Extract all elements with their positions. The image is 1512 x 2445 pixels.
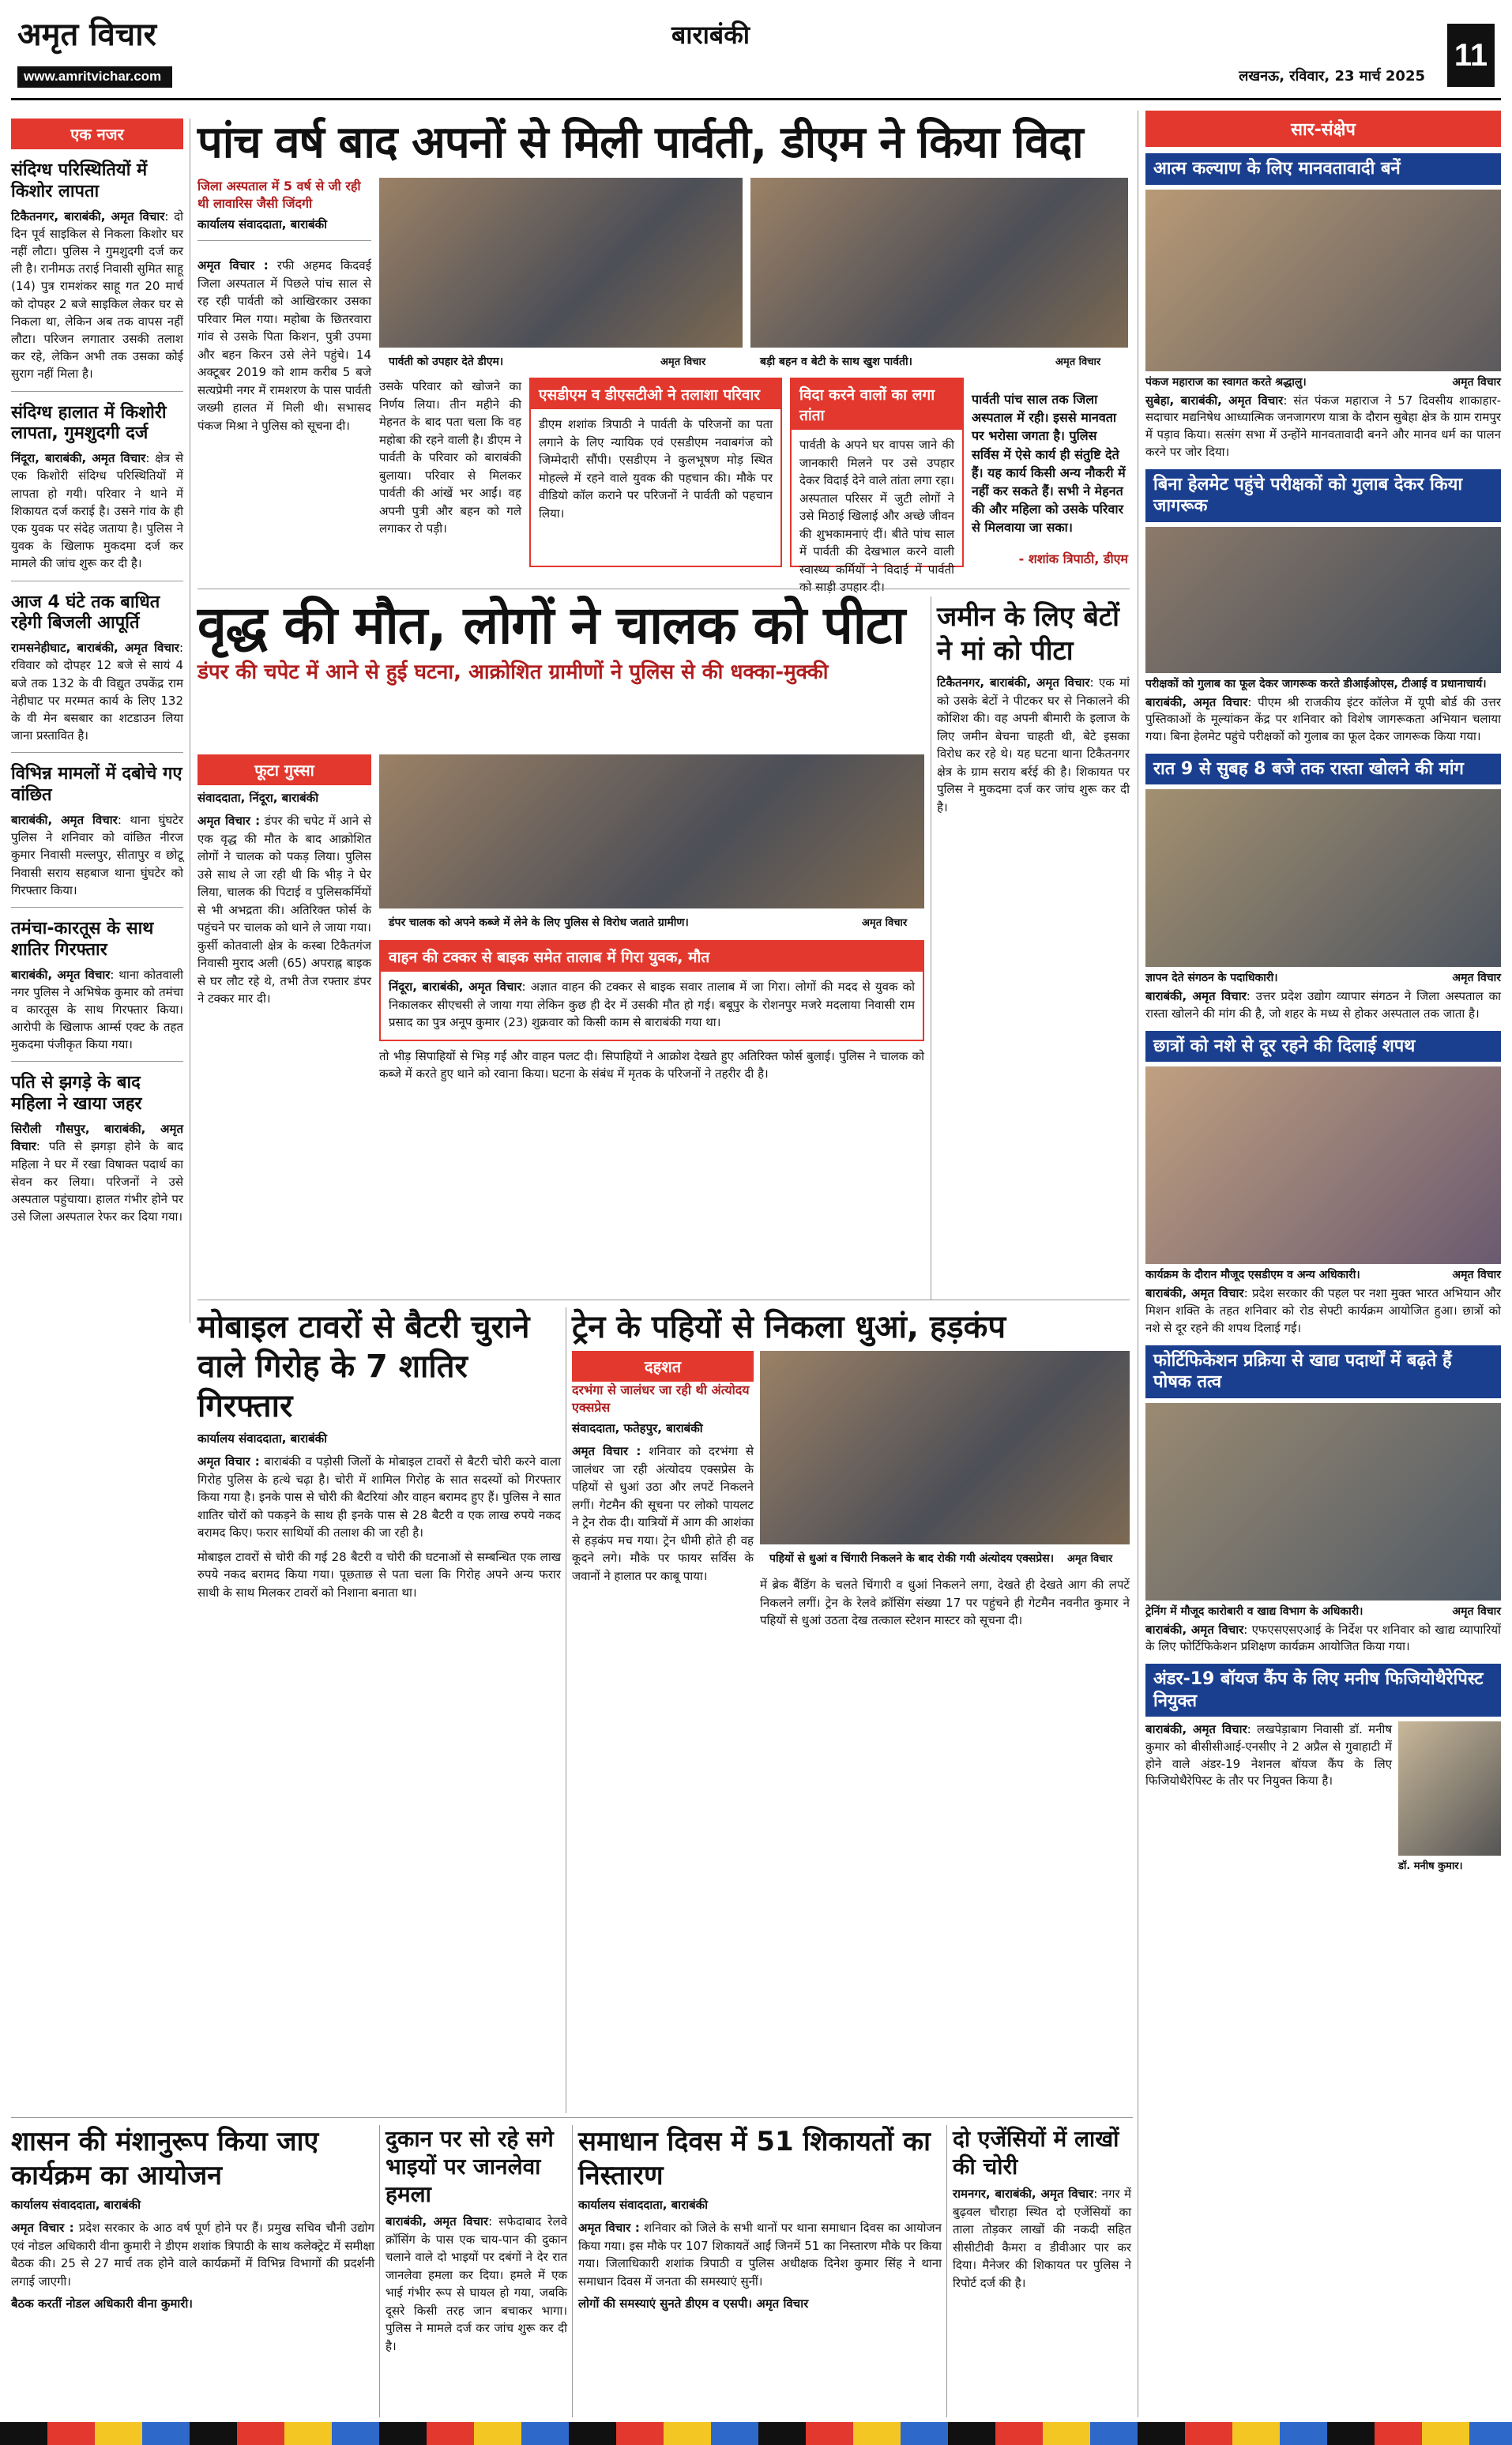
story-headline: समाधान दिवस में 51 शिकायतों का निस्तारण [578, 2126, 931, 2191]
story-text: तो भीड़ सिपाहियों से भिड़ गई और वाहन पलट दी। सिपाहियों ने आक्रोश देखते हुए अतिरिक्त फोर्स बुलाई। पुलिस ने चालक को कब्जे में करते हुए थाने को रवाना किया। घटना के संबंध में मृतक के परिजनों ने तहरीर दी है। [379, 1048, 924, 1081]
quote-text: पार्वती पांच साल तक जिला अस्पताल में रही। इससे मानवता पर भरोसा जगता है। पुलिस सर्विस में ऐसे कार्य ही संतुष्टि देते हैं। यह कार्य किसी अन्य नौकरी में नहीं कर सकते हैं। सभी ने मेहनत की और महिला को उसके परिवार से मिलवाया जा सका। [972, 392, 1126, 536]
story-mobile [197, 1307, 561, 2113]
section-divider [11, 2117, 1133, 2118]
story-samadhan [578, 2125, 942, 2417]
story-byline: अमृत विचार : [197, 1454, 260, 1469]
section-title: बाराबंकी [671, 20, 750, 50]
story-text: प्रदेश सरकार के आठ वर्ष पूर्ण होने पर हैं। प्रमुख सचिव चौनी उद्योग एवं नोडल अधिकारी वीना कुमारी ने डीएम शशांक त्रिपाठी के साथ कलेक्ट्रेट में समीक्षा बैठक की। 25 से 27 मार्च तक होने वाले कार्यक्रमों में विभिन्न विभागों की प्रदर्शनी लगाई जाएगी। [11, 2221, 374, 2289]
photo-credit: अमृत विचार [1452, 375, 1501, 389]
brief-title: संदिग्ध परिस्थितियों में किशोर लापता [11, 160, 148, 201]
story-credit: कार्यालय संवाददाता, बाराबंकी [197, 217, 328, 232]
story-text: मोबाइल टावरों से चोरी की गई 28 बैटरी व चोरी की घटनाओं से सम्बन्धित एक लाख रुपये नकद बरामद किया गया। पूछताछ से पता चला कि गिरोह अपने अन्य फरार साथी के साथ मिलकर टावरों को निशाना बनाता था। [197, 1549, 561, 1600]
brief-byline: बाराबंकी, अमृत विचार [11, 812, 118, 827]
story-byline: बाराबंकी, अमृत विचार [386, 2214, 489, 2229]
photo-caption: परीक्षकों को गुलाब का फूल देकर जागरूक करते डीआईओएस, टीआई व प्रधानाचार्य। [1145, 677, 1487, 690]
story-text: : अज्ञात वाहन की टक्कर से बाइक सवार तालाब में जा गिरा। लोगों की मदद से युवक को निकालकर सीएचसी ले जाया गया लेकिन कुछ ही देर में उसकी मौत हो गई। बबूपुर के रोशनपुर मजरे मदलाया निवासी राम प्रसाद का पुत्र अनूप कुमार (23) शुक्रवार को किसी काम से बाराबंकी गया था। [389, 980, 915, 1029]
right-item-byline: बाराबंकी, अमृत विचार [1145, 989, 1247, 1004]
brief-byline: निंदूरा, बाराबंकी, अमृत विचार [11, 451, 146, 466]
story-death-body [197, 754, 371, 1292]
brief-title: संदिग्ध हालात में किशोरी लापता, गुमशुदगी दर्ज [11, 402, 167, 444]
photo-right-item [1145, 1403, 1501, 1601]
photo-right-item [1145, 789, 1501, 967]
right-item-byline: बाराबंकी, अमृत विचार [1145, 694, 1248, 709]
story-tag: फूटा गुस्सा [197, 754, 371, 785]
photo-credit: अमृत विचार [656, 352, 710, 371]
edition-date: लखनऊ, रविवार, 23 मार्च 2025 [1239, 68, 1425, 85]
story-credit: संवाददाता, फतेहपुर, बाराबंकी [572, 1421, 703, 1436]
story-shasan [11, 2125, 374, 2417]
right-item [1145, 153, 1501, 461]
story-headline: ट्रेन के पहियों से निकला धुआं, हड़कंप [572, 1309, 1006, 1345]
brief-item [11, 403, 183, 573]
story-text: शनिवार को दरभंगा से जालंधर जा रही अंत्योदय एक्सप्रेस के पहियों से धुआं उठा और लपटें निकलने लगीं। गेटमैन की सूचना पर लोको पायलट ने ट्रेन रोक दी। यात्रियों में आग की आशंका से हड़कंप मच गया। ट्रेन धीमी होते ही वह कूदने लगे। मौके पर फायर सर्विस के जवानों ने हालात पर काबू पाया। [572, 1444, 754, 1583]
brief-title: विभिन्न मामलों में दबोचे गए वांछित [11, 764, 182, 806]
story-parvati-body-2 [379, 378, 521, 585]
right-item [1145, 469, 1501, 746]
photo-right-item [1398, 1721, 1501, 1856]
right-item-byline: बाराबंकी, अमृत विचार [1145, 1622, 1244, 1637]
brief-text: : थाना कोतवाली नगर पुलिस ने अभिषेक कुमार को तमंचा व कारतूस के साथ गिरफ्तार किया। आरोपी के खिलाफ आर्म्स एक्ट के तहत मुकदमा पंजीकृत किया गया। [11, 967, 183, 1052]
brief-item [11, 160, 183, 383]
right-column-label: सार-संक्षेप [1145, 111, 1501, 147]
right-column [1145, 111, 1501, 2417]
story-credit: संवाददाता, निंदूरा, बाराबंकी [197, 791, 319, 805]
brief-item [11, 592, 183, 745]
story-kicker: जिला अस्पताल में 5 वर्ष से जी रही थी लावारिस जैसी जिंदगी [197, 179, 361, 211]
photo-caption: पार्वती को उपहार देते डीएम। [384, 352, 508, 371]
masthead [0, 0, 1512, 101]
photo-credit: अमृत विचार [1051, 352, 1105, 371]
page-number: 11 [1447, 24, 1495, 87]
right-item-title: रात 9 से सुबह 8 बजे तक रास्ता खोलने की मांग [1145, 754, 1501, 785]
right-item-text: : पीएम श्री राजकीय इंटर कॉलेज में यूपी बोर्ड की उत्तर पुस्तिकाओं के मूल्यांकन केंद्र पर शनिवार को विशेष जागरूकता अभियान चलाया गया। बिना हेलमेट पहुंचे परीक्षकों को गुलाब का फूल देकर जागरूक किया गया। [1145, 694, 1501, 743]
divider [197, 240, 371, 241]
photo-right-item [1145, 190, 1501, 371]
photo-caption: पहियों से धुआं व चिंगारी निकलने के बाद रोकी गयी अंत्योदय एक्सप्रेस। [765, 1548, 1059, 1568]
column-divider [379, 2125, 380, 2417]
right-item-title: फोर्टिफिकेशन प्रक्रिया से खाद्य पदार्थों में बढ़ते हैं पोषक तत्व [1145, 1345, 1501, 1398]
story-headline: दुकान पर सो रहे सगे भाइयों पर जानलेवा हमला [386, 2126, 554, 2207]
photo-credit: अमृत विचार [1452, 1604, 1501, 1618]
photo-caption: बड़ी बहन व बेटी के साथ खुश पार्वती। [755, 352, 917, 371]
right-item [1145, 1664, 1501, 1872]
right-item-title: छात्रों को नशे से दूर रहने की दिलाई शपथ [1145, 1031, 1501, 1063]
column-divider [572, 2125, 573, 2417]
story-death-head [197, 596, 924, 758]
story-byline: टिकैतनगर, बाराबंकी, अमृत विचार [937, 675, 1090, 690]
story-text: में ब्रेक बैंडिंग के चलते चिंगारी व धुआं निकलने लगा, देखते ही देखते आग की लपटें निकलने लगीं। ट्रेन के रेलवे क्रॉसिंग संख्या 17 पर पहुंचने ही गेटमैन नवनीत कुमार ने पहियों से धुआं उठता देख तत्काल स्टेशन मास्टर को सूचना दी। [760, 1578, 1130, 1627]
website-url[interactable]: www.amritvichar.com [17, 66, 172, 88]
brief-text: : दो दिन पूर्व साइकिल से निकला किशोर घर नहीं लौटा। पुलिस ने गुमशुदगी दर्ज कर ली है। रानीमऊ तराई निवासी सुमित साहू (14) पुत्र रामशंकर साहू गत 20 मार्च को दोपहर 2 बजे साइकिल लेकर घर से निकला था, लेकिन अब तक वापस नहीं लौटा। परिजन लगातार उसकी तलाश कर रहे, लेकिन अभी तक उसका कोई सुराग नहीं मिला है। [11, 209, 183, 382]
story-parvati-box-1 [529, 378, 782, 585]
divider [11, 907, 183, 908]
photo-caption: बैठक करतीं नोडल अधिकारी वीना कुमारी। [11, 2296, 193, 2311]
box-text: डीएम शशांक त्रिपाठी ने पार्वती के परिजनों का पता लगाने के लिए न्यायिक एवं एसडीएम नवाबगंज को जिम्मेदारी सौंपी। एसडीएम ने कुलभूषण मोड़ स्थित मोहल्ले में रहने वाले युवक की पहचान की। मौके पर वीडियो कॉल कराने पर परिजनों ने पार्वती को पहचान लिया। [539, 417, 773, 521]
right-item-text: : उत्तर प्रदेश उद्योग व्यापार संगठन ने जिला अस्पताल का रास्ता खोलने की मांग की है, जो शहर के मध्य से होकर अस्पताल तक जाता है। [1145, 989, 1501, 1021]
briefs-label: एक नजर [11, 118, 183, 149]
story-credit: कार्यालय संवाददाता, बाराबंकी [197, 1431, 328, 1446]
brief-text: : थाना घुंघटेर पुलिस ने शनिवार को वांछित नीरज कुमार निवासी मल्लपुर, सीतापुर व छोटू निवासी सराय सहबाज थाना घुंघटेर को गिरफ्तार किया। [11, 812, 183, 897]
photo-credit: अमृत विचार [1063, 1548, 1117, 1567]
story-train-body [572, 1351, 754, 2113]
story-byline: अमृत विचार : [11, 2221, 74, 2235]
photo-right-item [1145, 1066, 1501, 1264]
box-text: पार्वती के अपने घर वापस जाने की जानकारी मिलने पर उसे उपहार देकर विदाई देने वाले तांता लगा रहा। अस्पताल परिसर में जुटी लोगों ने उसे मिठाई खिलाई और अच्छे जीवन की शुभकामनाएं दीं। बीते पांच साल में पार्वती की देखभाल करने वाली स्वास्थ्य कर्मियों ने विदाई में पार्वती को साड़ी उपहार दी। [799, 438, 954, 594]
divider [11, 391, 183, 392]
quote-author: - शशांक त्रिपाठी, डीएम [1018, 551, 1128, 566]
right-item-byline: बाराबंकी, अमृत विचार [1145, 1722, 1247, 1736]
story-byline: अमृत विचार : [572, 1444, 641, 1459]
story-shop [386, 2125, 567, 2417]
story-parvati-quote [972, 378, 1128, 585]
right-item-title: बिना हेलमेट पहुंचे परीक्षकों को गुलाब देकर किया जागरूक [1145, 469, 1501, 522]
masthead-divider [11, 98, 1501, 100]
photo-death-crowd [379, 754, 924, 908]
story-headline: मोबाइल टावरों से बैटरी चुराने वाले गिरोह के 7 शातिर गिरफ्तार [197, 1309, 530, 1424]
story-byline: अमृत विचार : [197, 814, 261, 828]
brief-text: : पति से झगड़ा होने के बाद महिला ने घर में रखा विषाक्त पदार्थ का सेवन कर लिया। परिजनों ने उसे अस्पताल पहुंचाया। हालत गंभीर होने पर उसे जिला अस्पताल रेफर कर दिया गया। [11, 1139, 183, 1224]
story-text: डंपर की चपेट में आने से एक वृद्ध की मौत के बाद आक्रोशित लोगों ने चालक को पकड़ लिया। पुलिस उसे साथ ले जा रही थी कि भीड़ ने घेर लिया, चालक की पिटाई व पुलिसकर्मियों से भी अभद्रता की। अतिरिक्त फोर्स के पहुंचने पर चालक को थाने ले जाया गया। कुर्सी कोतवाली क्षेत्र के कस्बा टिकैतगंज निवासी मुराद अली (65) अपराह्न बाइक से घर लौट रहे थे, तभी तेज रफ्तार डंपर ने टक्कर मार दी। [197, 814, 371, 1006]
photo-credit: अमृत विचार [1452, 1269, 1501, 1282]
story-credit: कार्यालय संवाददाता, बाराबंकी [578, 2198, 709, 2212]
story-byline: निंदूरा, बाराबंकी, अमृत विचार [389, 980, 522, 994]
story-credit: कार्यालय संवाददाता, बाराबंकी [11, 2198, 141, 2212]
story-text: : नगर में बुढ़वल चौराहा स्थित दो एजेंसियों का ताला तोड़कर लाखों की नकदी सहित सीसीटीवी कैमरा व डीवीआर पार कर दिया। मैनेजर की शिकायत पर पुलिस ने रिपोर्ट दर्ज की है। [953, 2187, 1132, 2290]
right-item-title: आत्म कल्याण के लिए मानवतावादी बनें [1145, 153, 1501, 185]
right-item [1145, 1031, 1501, 1337]
story-tag: दहशत [572, 1351, 754, 1382]
photo-caption: डंपर चालक को अपने कब्जे में लेने के लिए पुलिस से विरोध जताते ग्रामीण। [384, 912, 694, 932]
right-item-byline: सुबेहा, बाराबंकी, अमृत विचार [1145, 393, 1284, 408]
brief-byline: टिकैतनगर, बाराबंकी, अमृत विचार [11, 209, 165, 224]
divider [11, 752, 183, 753]
photo-caption: लोगों की समस्याएं सुनते डीएम व एसपी। [578, 2296, 753, 2311]
photo-caption: डॉ. मनीष कुमार। [1398, 1860, 1463, 1872]
story-text: बाराबंकी व पड़ोसी जिलों के मोबाइल टावरों से बैटरी चोरी करने वाला गिरोह पुलिस के हत्थे चढ़ा है। चोरी में शामिल गिरोह के सात सदस्यों को गिरफ्तार किया गया है। इनके पास से चोरी की बैटरियां और वाहन बरामद हुए हैं। पुलिस ने सात शातिर चोरों को पकड़ने के साथ ही इनके पास से 28 बैटरी व एक लाख रुपये नकद बरामद किए। फरार साथियों की तलाश की जा रही है। [197, 1454, 561, 1540]
story-text: रफी अहमद किदवई जिला अस्पताल में पिछले पांच साल से रह रही पार्वती को आखिरकार उसका परिवार मिल गया। महोबा के छितरवारा गांव से उसके पिता किशन, पुत्री उपमा और बहन किरन उसे लेने पहुंचे। 14 अक्टूबर 2019 को शाम करीब 5 बजे सत्यप्रेमी नगर में रामशरण के पास पार्वती जख्मी हालत में मिली थी। सभासद पंकज मिश्रा ने पुलिस को सूचना दी। [197, 258, 371, 433]
story-text: : सफेदाबाद रेलवे क्रॉसिंग के पास एक चाय-पान की दुकान चलाने वाले दो भाइयों पर दबंगों ने देर रात जानलेवा हमला कर दिया। हमले में एक भाई गंभीर रूप से घायल हो गया, जबकि दूसरे किसी तरह जान बचाकर भागा। पुलिस ने मामले दर्ज कर जांच शुरू कर दी है। [386, 2214, 567, 2353]
photo-credit: अमृत विचार [756, 2296, 809, 2311]
photo-credit: अमृत विचार [857, 912, 912, 931]
story-son [937, 600, 1130, 1311]
brief-item [11, 919, 183, 1054]
photo-credit: अमृत विचार [1452, 972, 1501, 985]
story-headline: शासन की मंशानुरूप किया जाए कार्यक्रम का आयोजन [11, 2126, 319, 2191]
story-headline: वृद्ध की मौत, लोगों ने चालक को पीटा [197, 595, 905, 656]
right-item-text: : एफएसएसएआई के निर्देश पर शनिवार को खाद्य व्यापारियों के लिए फोर्टिफिकेशन प्रशिक्षण कार्यक्रम आयोजित किया गया। [1145, 1622, 1501, 1654]
photo-caption: कार्यक्रम के दौरान मौजूद एसडीएम व अन्य अधिकारी। [1145, 1269, 1360, 1282]
story-byline: अमृत विचार : [197, 258, 269, 273]
box-title: विदा करने वालों का लगा तांता [792, 379, 962, 430]
brief-title: आज 4 घंटे तक बाधित रहेगी बिजली आपूर्ति [11, 592, 160, 634]
story-parvati-body-1 [197, 257, 371, 585]
story-text: उसके परिवार को खोजने का निर्णय लिया। तीन महीने की मेहनत के बाद पता चला कि वह महोबा की रहने वाली है। डीएम ने पार्वती के परिवार को बाराबंकी बुलाया। परिवार से मिलकर पार्वती की आंखें भर आईं। वह अपनी पुत्री और बहन को गले लगाकर रो पड़ी। [379, 379, 521, 536]
photo-parvati-family [750, 178, 1128, 348]
right-item-text: : लखपेड़ाबाग निवासी डॉ. मनीष कुमार को बीसीसीआई-एनसीए ने 2 अप्रैल से गुवाहाटी में होने वाले अंडर-19 नेशनल बॉयज कैंप के लिए फिजियोथैरेपिस्ट के तौर पर नियुक्त किया है। [1145, 1722, 1392, 1789]
story-headline: पांच वर्ष बाद अपनों से मिली पार्वती, डीएम ने किया विदा [197, 117, 1083, 168]
story-train-body-2 [760, 1576, 1130, 2113]
right-item-text: : प्रदेश सरकार की पहल पर नशा मुक्त भारत अभियान और मिशन शक्ति के तहत शनिवार को रोड सेफ्टी कार्यक्रम आयोजित हुआ। छात्रों को नशे से दूर रहने की शपथ दिलाई गई। [1145, 1286, 1501, 1335]
story-headline: जमीन के लिए बेटों ने मां को पीटा [937, 601, 1119, 667]
photo-train [760, 1351, 1130, 1544]
story-subhead: डंपर की चपेट में आने से हुई घटना, आक्रोशित ग्रामीणों ने पुलिस से की धक्का-मुक्की [197, 660, 829, 684]
story-byline: रामनगर, बाराबंकी, अमृत विचार [953, 2187, 1094, 2201]
story-headline: वाहन की टक्कर से बाइक समेत तालाब में गिरा युवक, मौत [381, 942, 923, 972]
right-item-title: अंडर-19 बॉयज कैंप के लिए मनीष फिजियोथैरेपिस्ट नियुक्त [1145, 1664, 1501, 1717]
right-item [1145, 754, 1501, 1023]
right-item [1145, 1345, 1501, 1657]
brief-title: पति से झगड़े के बाद महिला ने खाया जहर [11, 1073, 142, 1115]
brief-item [11, 764, 183, 899]
brief-text: : रविवार को दोपहर 12 बजे से सायं 4 बजे तक 132 के वी विद्युत उपकेंद्र राम नेहीघाट पर मरम्मत कार्य के लिए 132 के वी मेन बसबार का शटडाउन लिया जाना प्रस्तावित है। [11, 641, 183, 743]
story-headline: दो एजेंसियों में लाखों की चोरी [953, 2126, 1119, 2180]
story-byline: अमृत विचार : [578, 2221, 640, 2235]
color-registration-bar [0, 2422, 1512, 2445]
right-item-text: : संत पंकज महाराज ने 57 दिवसीय शाकाहार-सदाचार मद्यनिषेध आध्यात्मिक जनजागरण यात्रा के दौरान सुबेहा क्षेत्र के ग्राम रामपुर में पड़ाव किया। सत्संग सभा में उन्होंने मानवतावादी बनने और मानव धर्म का पालन करने पर जोर दिया। [1145, 393, 1501, 459]
column-divider [946, 2125, 947, 2417]
brief-item [11, 1073, 183, 1225]
photo-parvati-gift [379, 178, 743, 348]
newspaper-logo: अमृत विचार [17, 17, 156, 53]
photo-caption: ज्ञापन देते संगठन के पदाधिकारी। [1145, 972, 1278, 985]
photo-caption: ट्रेनिंग में मौजूद कारोबारी व खाद्य विभाग के अधिकारी। [1145, 1604, 1363, 1618]
story-truck [379, 940, 924, 1296]
story-agency [953, 2125, 1131, 2417]
brief-text: : क्षेत्र से एक किशोरी संदिग्ध परिस्थितियों में लापता हो गयी। परिवार ने थाने में शिकायत दर्ज कराई है। उसने गांव के ही एक युवक पर संदेह जताया है। पुलिस ने युवक के खिलाफ मुकदमा दर्ज कर मामले की जांच शुरू कर दी है। [11, 451, 184, 571]
brief-byline: सिरौली गौसपुर, बाराबंकी, अमृत विचार [11, 1122, 183, 1154]
story-text: : एक मां को उसके बेटों ने पीटकर घर से निकालने की कोशिश की। वह अपनी बीमारी के इलाज के लिए जमीन बेचना चाहती थी, बेटे इसका विरोध कर रहे थे। यह घटना थाना टिकैतनगर क्षेत्र के ग्राम सराय बर्रई की है। शिकायत पर पुलिस ने मुकदमा दर्ज कर जांच शुरू कर दी है। [937, 675, 1130, 814]
photo-caption: पंकज महाराज का स्वागत करते श्रद्धालु। [1145, 375, 1307, 389]
story-text: शनिवार को जिले के सभी थानों पर थाना समाधान दिवस का आयोजन किया गया। इस मौके पर 107 शिकायतें आईं जिनमें 51 का निस्तारण मौके पर किया गया। जिलाधिकारी शशांक त्रिपाठी व पुलिस अधीक्षक दिनेश कुमार सिंह ने थाना समाधान दिवस में जनता की समस्याएं सुनीं। [578, 2221, 942, 2289]
brief-byline: बाराबंकी, अमृत विचार [11, 967, 111, 982]
brief-byline: रामसनेहीघाट, बाराबंकी, अमृत विचार [11, 641, 179, 656]
story-kicker: दरभंगा से जालंधर जा रही थी अंत्योदय एक्सप्रेस [572, 1382, 750, 1415]
right-item-byline: बाराबंकी, अमृत विचार [1145, 1286, 1244, 1301]
box-title: एसडीएम व डीएसटीओ ने तलाशा परिवार [531, 379, 780, 409]
story-parvati-box-2 [790, 378, 964, 594]
brief-title: तमंचा-कारतूस के साथ शातिर गिरफ्तार [11, 918, 154, 960]
photo-right-item [1145, 527, 1501, 673]
briefs-column [11, 118, 183, 1323]
divider [11, 1061, 183, 1062]
